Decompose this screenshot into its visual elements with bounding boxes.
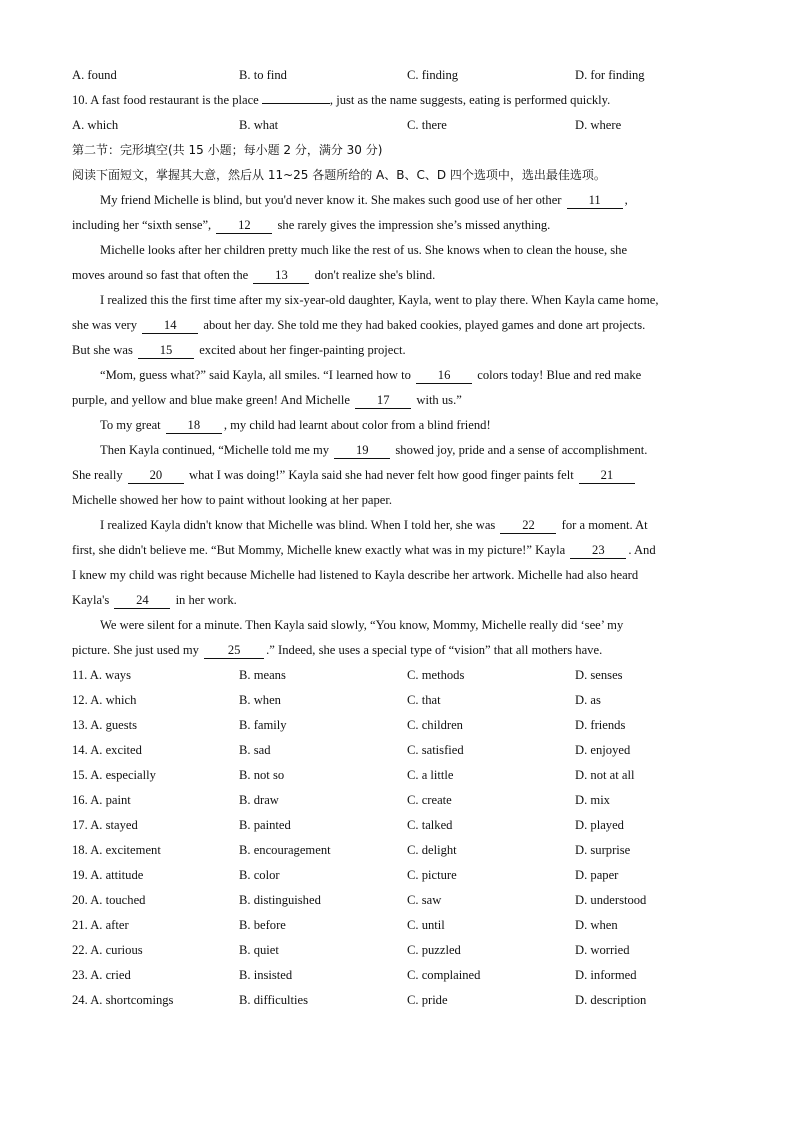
option-b: B. not so <box>239 768 285 782</box>
option-c: C. until <box>407 918 445 932</box>
q9-options <box>72 63 728 88</box>
exam-page <box>72 63 728 1013</box>
blank-22: 22 <box>500 518 556 534</box>
option-a: A. found <box>72 68 117 82</box>
option-b: B. quiet <box>239 943 279 957</box>
option-b: B. when <box>239 693 281 707</box>
option-b: B. color <box>239 868 280 882</box>
option-a: 13. A. guests <box>72 718 138 732</box>
question-row <box>72 738 728 763</box>
blank-17: 17 <box>355 393 411 409</box>
blank-23: 23 <box>570 543 626 559</box>
option-b: B. family <box>239 718 287 732</box>
passage-line: My friend Michelle is blind, but you'd never know it. She makes such good use of her other 11 , <box>100 193 628 207</box>
passage-line: picture. She just used my 25 .” Indeed, she uses a special type of “vision” that all mothers have. <box>72 643 603 657</box>
option-c: C. create <box>407 793 452 807</box>
option-b: B. painted <box>239 818 291 832</box>
question-row <box>72 788 728 813</box>
question-row <box>72 963 728 988</box>
passage-line: She really 20 what I was doing!” Kayla said she had never felt how good finger paints felt 21 <box>72 463 728 488</box>
option-d: D. understood <box>575 893 647 907</box>
option-d: D. mix <box>575 793 610 807</box>
question-row <box>72 688 728 713</box>
option-c: C. a little <box>407 768 454 782</box>
option-b: B. distinguished <box>239 893 321 907</box>
option-b: B. draw <box>239 793 279 807</box>
option-c: C. talked <box>407 818 453 832</box>
option-d: D. paper <box>575 868 619 882</box>
option-a: 15. A. especially <box>72 768 156 782</box>
option-a: 18. A. excitement <box>72 843 161 857</box>
option-c: C. pride <box>407 993 448 1007</box>
option-b: B. to find <box>239 68 287 82</box>
passage-line: purple, and yellow and blue make green! And Michelle 17 with us.” <box>72 393 462 407</box>
option-c: C. delight <box>407 843 457 857</box>
question-row <box>72 863 728 888</box>
q10-stem: 10. A fast food restaurant is the place , just as the name suggests, eating is performed quickly. <box>72 88 728 113</box>
blank-21: 21 <box>579 468 635 484</box>
option-a: 23. A. cried <box>72 968 131 982</box>
blank-14: 14 <box>142 318 198 334</box>
option-a: 12. A. which <box>72 693 137 707</box>
blank-13: 13 <box>253 268 309 284</box>
option-a: 14. A. excited <box>72 743 142 757</box>
option-c: C. picture <box>407 868 457 882</box>
blank-15: 15 <box>138 343 194 359</box>
question-row <box>72 813 728 838</box>
passage-line: I knew my child was right because Michelle had listened to Kayla describe her artwork. Michelle had also heard <box>72 568 639 582</box>
q10-blank <box>262 88 330 104</box>
option-a: 22. A. curious <box>72 943 143 957</box>
passage-line: I realized this the first time after my six-year-old daughter, Kayla, went to play there. When Kayla came home, <box>100 293 659 307</box>
blank-25: 25 <box>204 643 264 659</box>
option-c: C. there <box>407 118 447 132</box>
option-d: D. where <box>575 118 622 132</box>
option-d: D. worried <box>575 943 630 957</box>
option-a: 16. A. paint <box>72 793 131 807</box>
option-c: C. satisfied <box>407 743 464 757</box>
option-b: B. means <box>239 668 286 682</box>
q10-options <box>72 113 728 138</box>
passage-line: Michelle looks after her children pretty much like the rest of us. She knows when to clean the house, she <box>100 243 628 257</box>
option-a: 17. A. stayed <box>72 818 138 832</box>
question-row <box>72 838 728 863</box>
blank-11: 11 <box>567 193 623 209</box>
question-row <box>72 763 728 788</box>
blank-24: 24 <box>114 593 170 609</box>
question-row <box>72 888 728 913</box>
option-c: C. methods <box>407 668 465 682</box>
blank-18: 18 <box>166 418 222 434</box>
option-d: D. informed <box>575 968 637 982</box>
option-a: 21. A. after <box>72 918 129 932</box>
passage-line: including her “sixth sense”, 12 she rarely gives the impression she’s missed anything. <box>72 218 551 232</box>
option-d: D. for finding <box>575 68 645 82</box>
option-b: B. insisted <box>239 968 293 982</box>
option-b: B. sad <box>239 743 271 757</box>
option-c: C. complained <box>407 968 481 982</box>
option-b: B. difficulties <box>239 993 309 1007</box>
section-heading: 第二节：完形填空(共 15 小题；每小题 2 分，满分 30 分) <box>72 143 383 157</box>
passage-line: Michelle showed her how to paint without looking at her paper. <box>72 493 393 507</box>
blank-19: 19 <box>334 443 390 459</box>
option-d: D. description <box>575 993 647 1007</box>
question-row <box>72 663 728 688</box>
option-a: A. which <box>72 118 119 132</box>
option-d: D. senses <box>575 668 623 682</box>
passage-line: Then Kayla continued, “Michelle told me my 19 showed joy, pride and a sense of accomplishment. <box>100 443 648 457</box>
passage-line: But she was 15 excited about her finger-painting project. <box>72 343 406 357</box>
passage-line: I realized Kayla didn't know that Michelle was blind. When I told her, she was 22 for a moment. At <box>100 518 648 532</box>
option-b: B. encouragement <box>239 843 331 857</box>
question-row <box>72 988 728 1013</box>
option-c: C. children <box>407 718 463 732</box>
option-b: B. before <box>239 918 286 932</box>
question-row <box>72 938 728 963</box>
blank-20: 20 <box>128 468 184 484</box>
option-c: C. that <box>407 693 441 707</box>
option-a: 24. A. shortcomings <box>72 993 174 1007</box>
option-c: C. finding <box>407 68 459 82</box>
passage-line: she was very 14 about her day. She told me they had baked cookies, played games and done art projects. <box>72 318 646 332</box>
option-a: 11. A. ways <box>72 668 132 682</box>
section-instruction: 阅读下面短文，掌握其大意，然后从 11~25 各题所给的 A、B、C、D 四个选项中，选出最佳选项。 <box>72 168 606 182</box>
passage-line: To my great 18 , my child had learnt about color from a blind friend! <box>100 418 491 432</box>
option-c: C. saw <box>407 893 442 907</box>
blank-12: 12 <box>216 218 272 234</box>
option-a: 20. A. touched <box>72 893 146 907</box>
passage-line: Kayla's 24 in her work. <box>72 593 237 607</box>
passage-line: “Mom, guess what?” said Kayla, all smiles. “I learned how to 16 colors today! Blue and red make <box>100 368 642 382</box>
option-d: D. enjoyed <box>575 743 631 757</box>
blank-16: 16 <box>416 368 472 384</box>
option-d: D. as <box>575 693 601 707</box>
option-d: D. not at all <box>575 768 635 782</box>
question-row <box>72 913 728 938</box>
option-d: D. played <box>575 818 624 832</box>
passage-line: We were silent for a minute. Then Kayla said slowly, “You know, Mommy, Michelle really did ‘see’ my <box>100 618 624 632</box>
option-a: 19. A. attitude <box>72 868 144 882</box>
option-d: D. friends <box>575 718 626 732</box>
question-row <box>72 713 728 738</box>
option-b: B. what <box>239 118 279 132</box>
passage-line: first, she didn't believe me. “But Mommy, Michelle knew exactly what was in my picture!” Kayla 23 . And <box>72 543 656 557</box>
passage-line: moves around so fast that often the 13 don't realize she's blind. <box>72 268 436 282</box>
option-d: D. when <box>575 918 618 932</box>
option-c: C. puzzled <box>407 943 461 957</box>
question-options-list <box>72 663 728 1013</box>
option-d: D. surprise <box>575 843 631 857</box>
